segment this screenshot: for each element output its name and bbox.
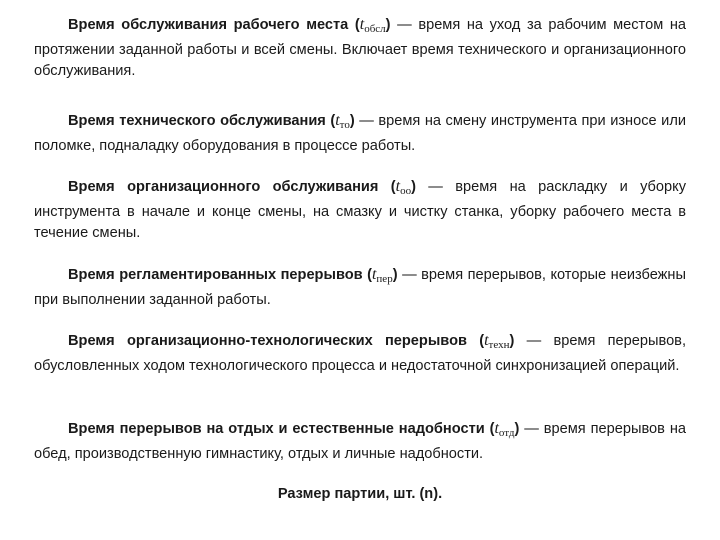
term-label: Время организационно-технологических перерывов (: [68, 333, 485, 349]
definition-text: — время перерывов, которые неизбежны при выполнении заданной работы.: [34, 267, 686, 308]
term-label: Время регламентированных перерывов (: [68, 267, 372, 283]
paragraph-technical-service-time: [34, 110, 686, 157]
batch-size-line: Размер партии, шт. (n).: [277, 486, 443, 502]
definition-text: — время на раскладку и уборку инструмента в начале и конце смены, на смазку и чистку станка, уборку рабочего места в течение смены.: [34, 179, 686, 241]
paragraph-regulated-breaks-time: [34, 264, 686, 311]
paragraph-rest-breaks-time: [34, 418, 686, 465]
definition-text: — время на уход за рабочим местом на протяжении заданной работы и всей смены. Включает время технического и организационного обслуживания.: [34, 17, 686, 79]
paragraph-organizational-service-time: [34, 176, 686, 244]
term-close-paren: ): [411, 179, 416, 195]
term-label: Время обслуживания рабочего места (: [68, 17, 360, 33]
term-label: Время технического обслуживания (: [68, 113, 336, 129]
symbol-subscript: оо: [400, 185, 412, 197]
symbol-t: t: [359, 16, 365, 33]
definition-text: — время перерывов, обусловленных ходом технологического процесса и недостаточной синхронизацией операций.: [34, 333, 686, 374]
symbol-t: t: [494, 420, 499, 437]
symbol-t: t: [335, 112, 340, 129]
term-close-paren: ): [509, 333, 515, 349]
term-close-paren: ): [514, 421, 520, 437]
symbol-subscript: отд: [498, 427, 515, 439]
symbol-subscript: техн: [488, 339, 510, 351]
paragraph-workplace-service-time: [34, 14, 686, 82]
term-label: Время организационного обслуживания (: [68, 179, 396, 195]
term-close-paren: ): [385, 17, 391, 33]
symbol-subscript: обсл: [364, 23, 386, 35]
term-close-paren: ): [349, 113, 355, 129]
symbol-subscript: то: [339, 119, 350, 131]
definition-text: — время на смену инструмента при износе или поломке, подналадку оборудования в процессе работы.: [34, 113, 686, 154]
symbol-subscript: пер: [376, 273, 393, 285]
term-label: Время перерывов на отдых и естественные надобности (: [68, 421, 495, 437]
symbol-t: t: [484, 332, 489, 349]
symbol-t: t: [371, 266, 377, 283]
symbol-t: t: [395, 178, 401, 195]
paragraph-org-tech-breaks-time: [34, 330, 686, 377]
term-close-paren: ): [392, 267, 398, 283]
definition-text: — время перерывов на обед, производственную гимнастику, отдых и личные надобности.: [34, 421, 686, 462]
